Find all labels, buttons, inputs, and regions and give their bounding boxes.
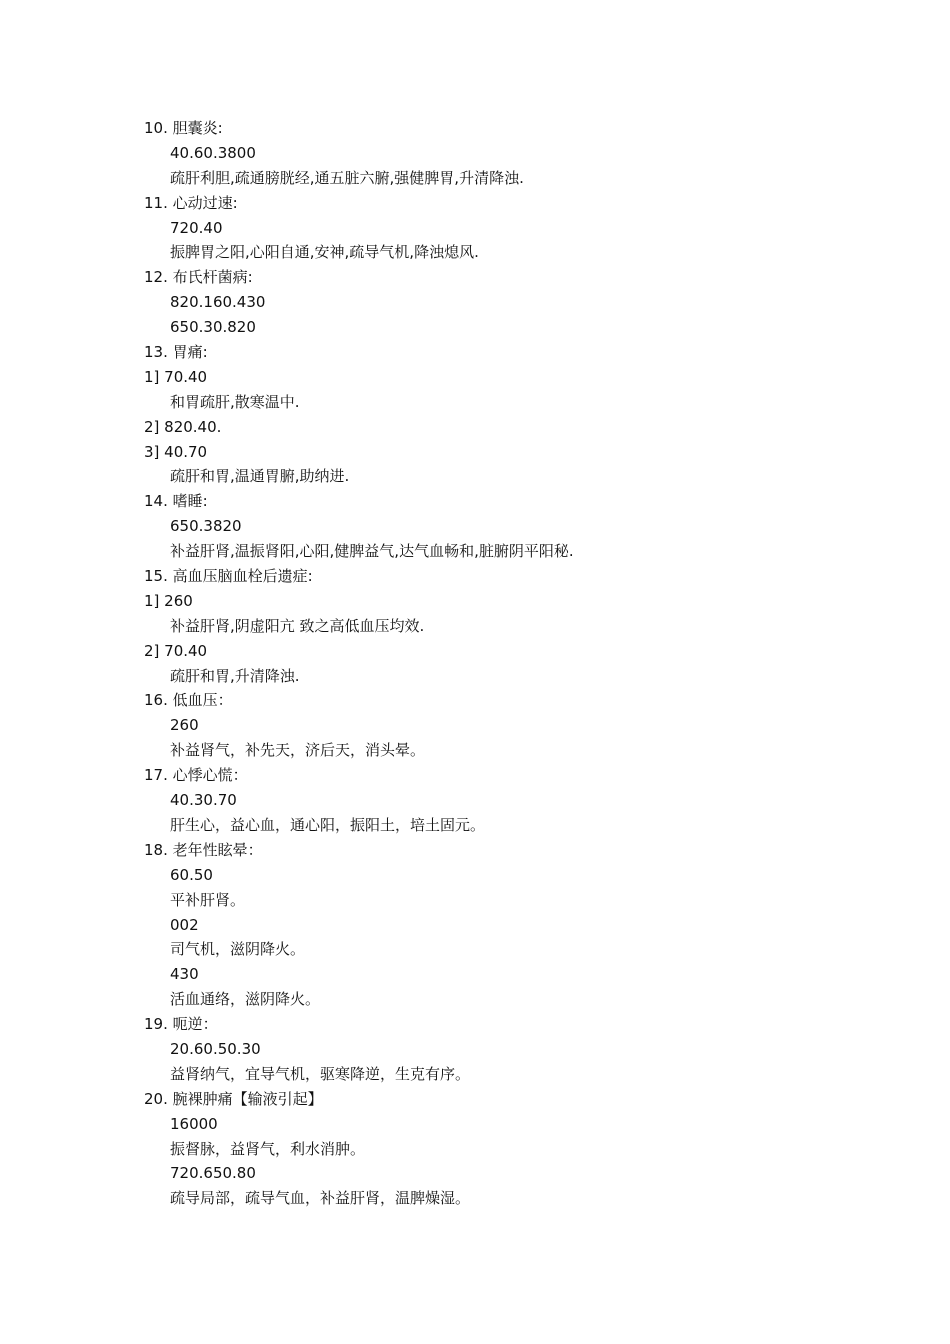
formula-value: 40.30.70 (170, 791, 237, 810)
formula-description: 和胃疏肝,散寒温中. (170, 392, 300, 411)
formula-value: 60.50 (170, 865, 213, 884)
formula-value: 720.40 (170, 218, 223, 237)
formula-description: 疏导局部，疏导气血，补益肝肾，温脾燥湿。 (170, 1189, 471, 1208)
formula-description: 振督脉，益肾气，利水消肿。 (170, 1139, 366, 1158)
document-page (0, 116, 950, 1211)
formula-description: 补益肝肾,阴虚阳亢 致之高低血压均效. (170, 616, 425, 635)
section-heading: 19. 呃逆： (144, 1015, 218, 1034)
formula-value: 720.650.80 (170, 1164, 256, 1183)
formula-description: 振脾胃之阳,心阳自通,安神,疏导气机,降浊熄风. (170, 243, 479, 262)
formula-description: 补益肾气，补先天，济后天，消头晕。 (170, 741, 426, 760)
section-heading: 20. 腕裸肿痛【输液引起】 (144, 1089, 323, 1108)
section-heading: 11. 心动过速: (144, 193, 238, 212)
formula-value: 650.30.820 (170, 318, 256, 337)
formula-value: 650.3820 (170, 517, 242, 536)
formula-description: 疏肝利胆,疏通膀胱经,通五脏六腑,强健脾胃,升清降浊. (170, 168, 524, 187)
section-heading: 17. 心悸心慌： (144, 766, 248, 785)
section-heading: 14. 嗜睡: (144, 492, 208, 511)
formula-description: 益肾纳气，宜导气机，驱寒降逆，生克有序。 (170, 1064, 471, 1083)
section-heading: 18. 老年性眩晕： (144, 840, 263, 859)
formula-description: 补益肝肾,温振肾阳,心阳,健脾益气,达气血畅和,脏腑阴平阳秘. (170, 542, 574, 561)
section-heading: 15. 高血压脑血栓后遗症: (144, 567, 313, 586)
numbered-formula: 1] 70.40 (144, 367, 208, 386)
formula-description: 平补肝肾。 (170, 890, 246, 909)
section-heading: 13. 胃痛: (144, 343, 208, 362)
formula-description: 司气机，滋阴降火。 (170, 940, 306, 959)
numbered-formula: 1] 260 (144, 591, 193, 610)
formula-value: 002 (170, 915, 199, 934)
formula-value: 16000 (170, 1114, 218, 1133)
numbered-formula: 2] 70.40 (144, 641, 208, 660)
formula-description: 疏肝和胃,升清降浊. (170, 666, 300, 685)
section-heading: 16. 低血压： (144, 691, 233, 710)
numbered-formula: 2] 820.40. (144, 417, 222, 436)
section-heading: 10. 胆囊炎: (144, 119, 223, 137)
formula-value: 40.60.3800 (170, 143, 256, 162)
formula-description: 活血通络，滋阴降火。 (170, 990, 321, 1009)
formula-value: 430 (170, 965, 199, 984)
formula-description: 疏肝和胃,温通胃腑,助纳进. (170, 467, 350, 486)
formula-description: 肝生心，益心血，通心阳，振阳土，培土固元。 (170, 815, 486, 834)
numbered-formula: 3] 40.70 (144, 442, 208, 461)
formula-value: 20.60.50.30 (170, 1039, 261, 1058)
formula-value: 820.160.430 (170, 293, 266, 312)
section-heading: 12. 布氏杆菌病: (144, 268, 253, 287)
formula-value: 260 (170, 716, 199, 735)
